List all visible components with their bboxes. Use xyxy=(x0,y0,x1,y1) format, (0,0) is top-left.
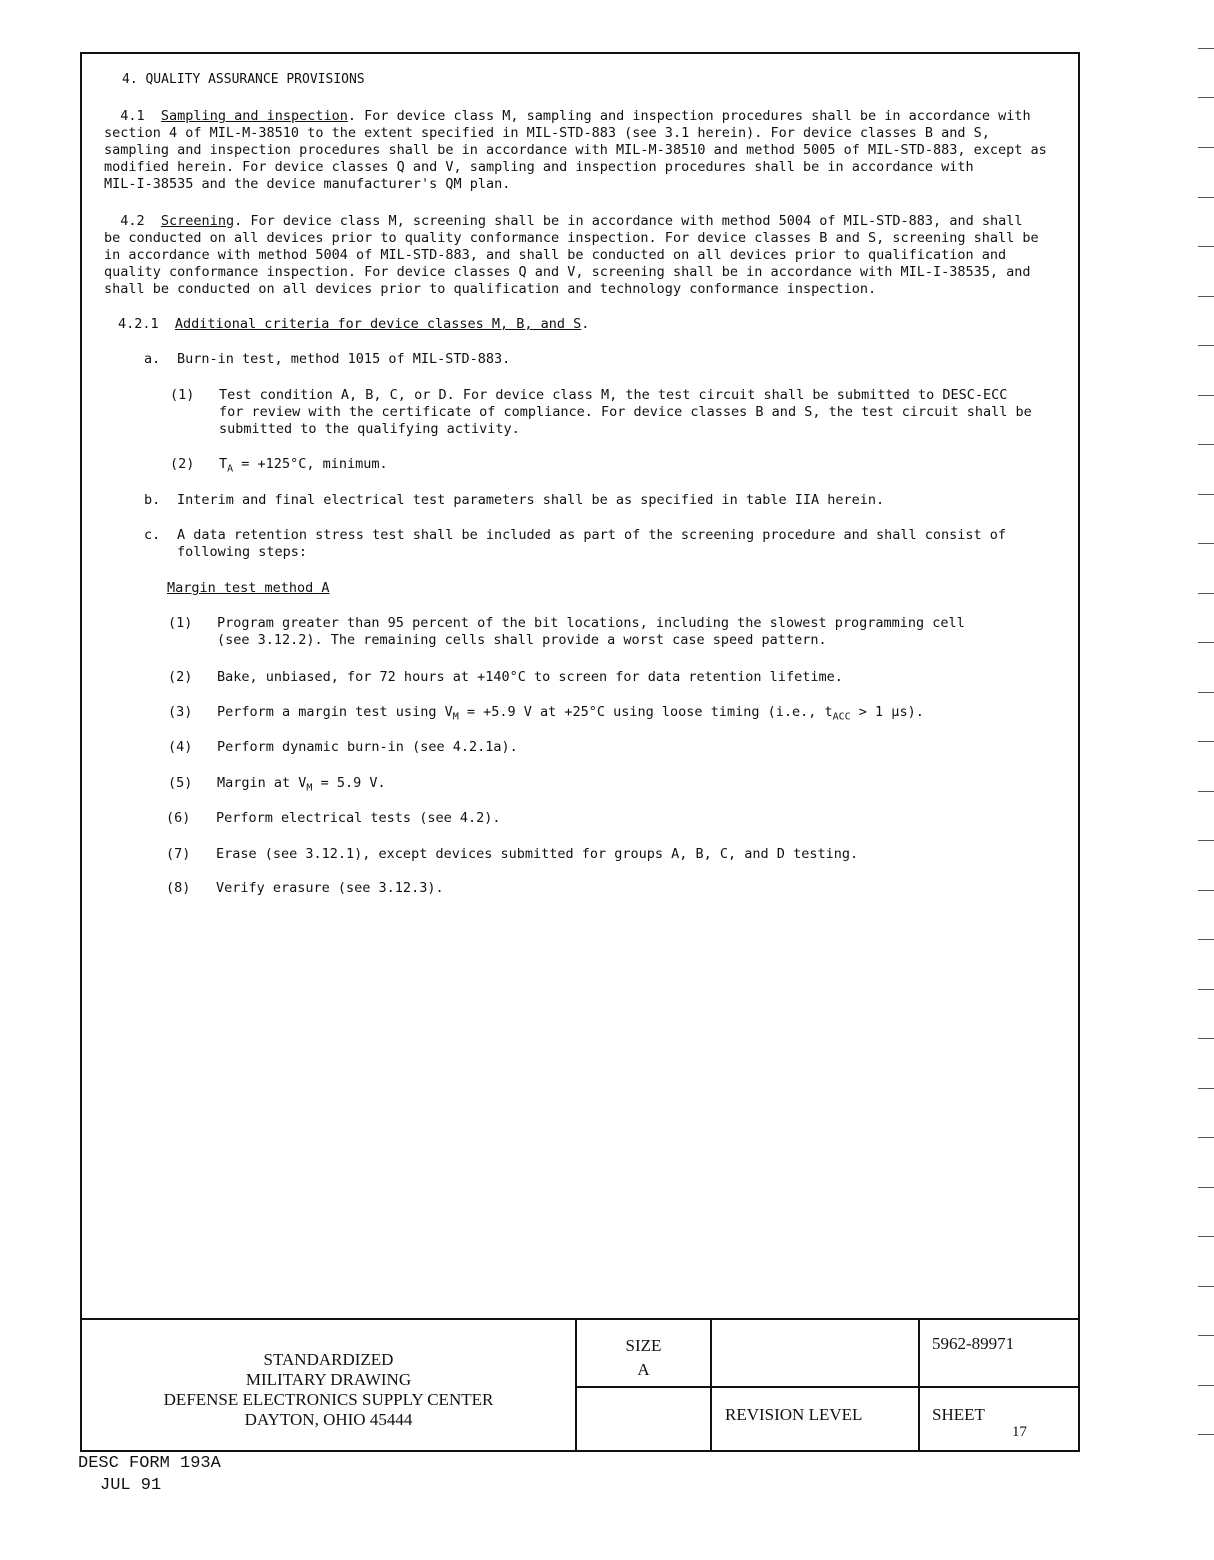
revision-level-label: REVISION LEVEL xyxy=(725,1405,863,1424)
item-a-text: Burn-in test, method 1015 of MIL-STD-883. xyxy=(177,351,511,367)
step-1-text xyxy=(217,615,965,649)
size-label: SIZE xyxy=(625,1336,662,1355)
org-line: STANDARDIZED xyxy=(263,1350,394,1369)
para-number: 4.2.1 xyxy=(118,316,159,332)
item-label: (2) xyxy=(170,456,195,472)
step-4-text: Perform dynamic burn-in (see 4.2.1a). xyxy=(217,739,518,755)
text-line: following steps: xyxy=(177,544,308,560)
item-b-text: Interim and final electrical test parameters shall be as specified in table IIA herein. xyxy=(177,492,885,508)
text-line: MIL-I-38535 and the device manufacturer's QM plan. xyxy=(104,176,511,192)
text-line: Test condition A, B, C, or D. For device class M, the test circuit shall be submitted to DESC-ECC xyxy=(219,387,1008,403)
para-number: 4.1 xyxy=(120,108,145,124)
issuing-organization xyxy=(82,1350,575,1430)
step-2-text: Bake, unbiased, for 72 hours at +140°C to screen for data retention lifetime. xyxy=(217,669,843,685)
step-5-text: Margin at $V_M = 5.9$ V. xyxy=(217,775,386,794)
item-label: c. xyxy=(144,527,161,543)
item-a2-text: $T_A = +125^\circ C$, minimum. xyxy=(219,456,388,475)
step-label: (1) xyxy=(168,615,193,631)
text-line: (see 3.12.2). The remaining cells shall provide a worst case speed pattern. xyxy=(217,632,827,648)
step-label: (3) xyxy=(168,704,193,720)
text-line: Program greater than 95 percent of the bit locations, including the slowest programming cell xyxy=(217,615,965,631)
step-8-text: Verify erasure (see 3.12.3). xyxy=(216,880,444,896)
paragraph-4-2 xyxy=(104,213,1069,298)
section-heading: 4. QUALITY ASSURANCE PROVISIONS xyxy=(122,72,365,87)
sheet-label: SHEET xyxy=(932,1405,985,1424)
text-line: be conducted on all devices prior to quality conformance inspection. For device classes B and S, screening shall be xyxy=(104,230,1039,246)
item-c-text xyxy=(177,527,1006,561)
org-line: DAYTON, OHIO 45444 xyxy=(244,1410,413,1429)
text-line: . For device class M, sampling and inspection procedures shall be in accordance with xyxy=(347,108,1031,124)
text-line: submitted to the qualifying activity. xyxy=(219,421,520,437)
text-line: section 4 of MIL-M-38510 to the extent specified in MIL-STD-883 (see 3.1 herein). For device classes B and S, xyxy=(104,125,990,141)
text-line: sampling and inspection procedures shall be in accordance with MIL-M-38510 and method 5005 of MIL-STD-883, except as xyxy=(104,142,1047,158)
step-label: (8) xyxy=(166,880,191,896)
para-number: 4.2 xyxy=(120,213,145,229)
step-label: (6) xyxy=(166,810,191,826)
text-line: . For device class M, screening shall be in accordance with method 5004 of MIL-STD-883, and shall xyxy=(234,213,1023,229)
step-3-text: Perform a margin test using $V_M = +5.9$ V at +25°C using loose timing (i.e., $t_{ACC} > 1$ µs). xyxy=(217,704,924,723)
para-title: Additional criteria for device classes M, B, and S xyxy=(174,316,582,332)
step-label: (4) xyxy=(168,739,193,755)
form-date: JUL 91 xyxy=(100,1476,162,1495)
drawing-number: 5962-89971 xyxy=(932,1334,1015,1353)
item-a1-text xyxy=(219,387,1032,438)
text-line: shall be conducted on all devices prior to qualification and technology conformance inspection. xyxy=(104,281,877,297)
item-label: a. xyxy=(144,351,161,367)
para-title: Screening xyxy=(160,213,235,229)
size-value: A xyxy=(637,1360,650,1379)
text-line: quality conformance inspection. For device classes Q and V, screening shall be in accordance with MIL-I-38535, and xyxy=(104,264,1031,280)
text-line: modified herein. For device classes Q and V, sampling and inspection procedures shall be in accordance with xyxy=(104,159,974,175)
sheet-number: 17 xyxy=(1012,1424,1027,1440)
size-cell xyxy=(577,1334,710,1382)
step-6-text: Perform electrical tests (see 4.2). xyxy=(216,810,501,826)
step-7-text: Erase (see 3.12.1), except devices submitted for groups A, B, C, and D testing. xyxy=(216,846,859,862)
form-number: DESC FORM 193A xyxy=(78,1454,221,1473)
title-block xyxy=(80,1318,1080,1452)
item-label: b. xyxy=(144,492,161,508)
org-line: MILITARY DRAWING xyxy=(245,1370,412,1389)
org-line: DEFENSE ELECTRONICS SUPPLY CENTER xyxy=(163,1390,494,1409)
step-label: (5) xyxy=(168,775,193,791)
item-label: (1) xyxy=(170,387,195,403)
step-label: (2) xyxy=(168,669,193,685)
text-tail: . xyxy=(581,316,590,332)
step-label: (7) xyxy=(166,846,191,862)
para-title: Sampling and inspection xyxy=(160,108,348,124)
text-line: A data retention stress test shall be included as part of the screening procedure and shall consist of xyxy=(177,527,1007,543)
text-line: for review with the certificate of compliance. For device classes B and S, the test circuit shall be xyxy=(219,404,1032,420)
margin-test-heading: Margin test method A xyxy=(167,580,330,596)
paragraph-4-2-1 xyxy=(118,316,589,333)
paragraph-4-1 xyxy=(104,108,1069,193)
text-line: in accordance with method 5004 of MIL-STD-883, and shall be conducted on all devices prior to qualification and xyxy=(104,247,1007,263)
